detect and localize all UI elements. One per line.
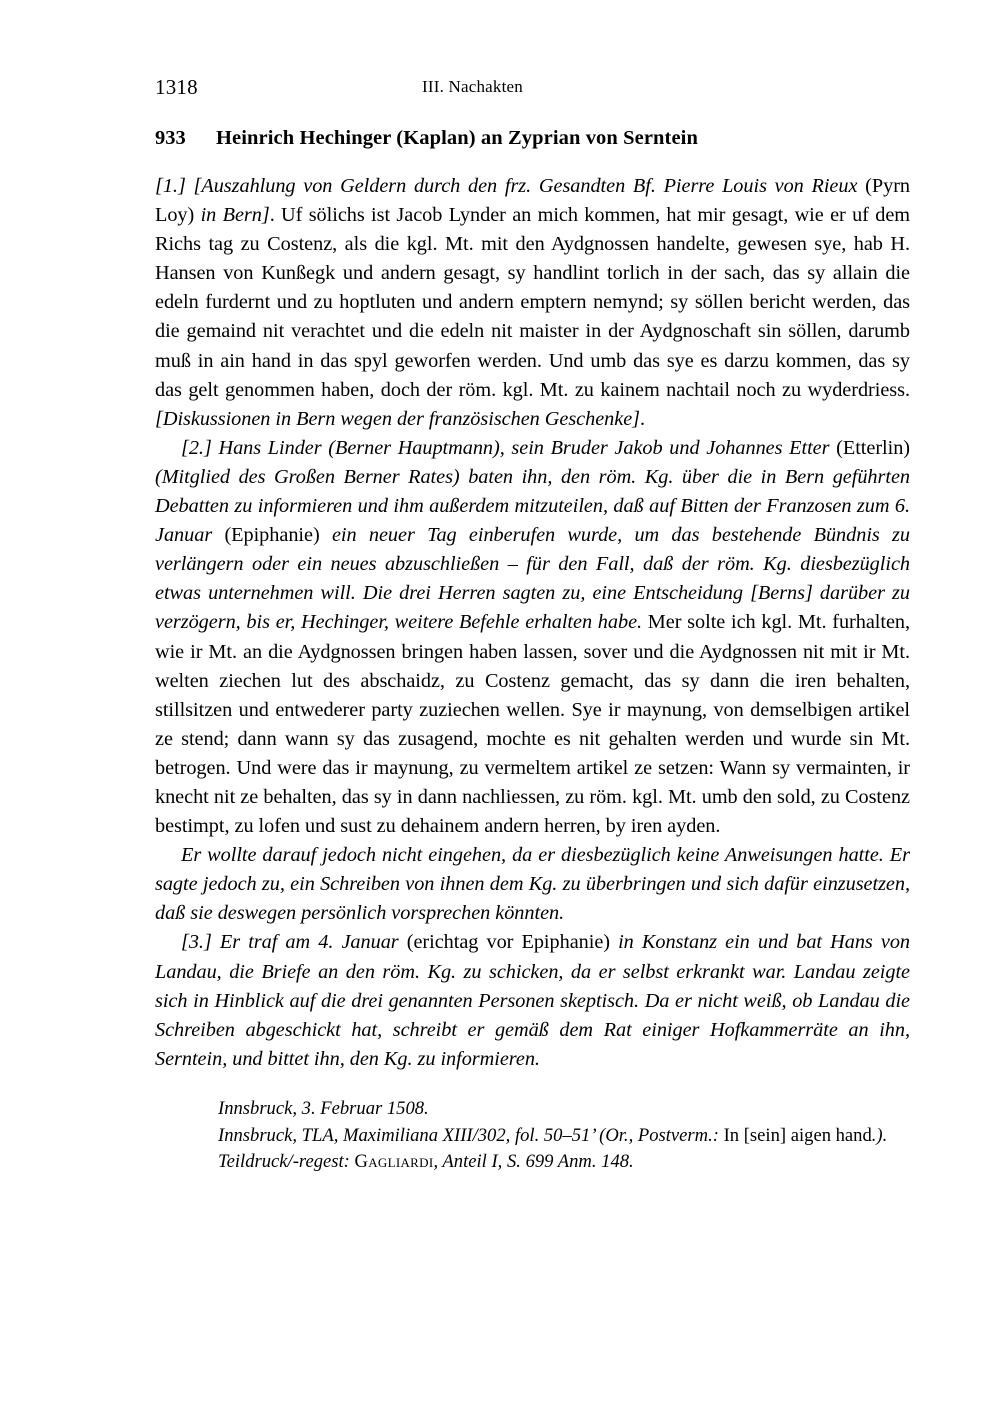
paragraph-3-text: Er wollte darauf jedoch nicht eingehen, da er diesbezüglich keine Anweisungen hatte. Er sagte jedoch zu, ein Schreiben von ihnen dem Kg. zu überbringen und sich dafür einzusetzen, daß sie deswegen persönlich vorsprechen könnten. [155,844,910,925]
apparatus-print [218,1149,910,1176]
apparatus-archive-roman: In [sein] aigen hand [718,1124,872,1146]
apparatus-print-ref: , Anteil I, S. 699 Anm. 148. [433,1151,634,1173]
paragraph-2-text-a: Mer solte ich kgl. Mt. furhalten, wie ir Mt. an die Aydgnossen bringen haben lassen, sover und die Aydgnossen nit mit ir Mt. welten ziechen lut des abschaidz, zu Costenz gemacht, das sy dann die iren behalten, stillsitzen und entwederer party zuziechen wellen. Sye ir maynung, von demselbigen artikel ze stend; dann wann sy das zusagend, mochte es nit gehalten werden und wurde sin Mt. betrogen. Und were das ir maynung, zu vermeltem artikel ze setzen: Wann sy vermainten, ir knecht nit ze behalten, das sy in dann nachliessen, zu röm. kgl. Mt. umb den sold, zu Costenz bestimpt, zu lofen und sust zu dehainem andern herren, by iren ayden. [155,611,911,838]
paragraph-2-roman-a: (Etterlin) [829,436,910,459]
page-title: Heinrich Hechinger (Kaplan) an Zyprian von Serntein [216,127,698,149]
paragraph-1-text-b: . [640,407,646,430]
paragraph-3 [155,841,910,928]
paragraph-4-marker: [3.] [181,931,212,954]
paragraph-4 [155,928,910,1073]
paragraph-1 [155,172,910,434]
apparatus-place-date [218,1096,910,1123]
apparatus-block [218,1096,910,1176]
page-content [155,72,910,1176]
document-number: 933 [155,127,186,149]
page-number: 1318 [155,75,198,99]
paragraph-4-roman-a: (erichtag vor Epiphanie) [398,931,619,954]
paragraph-2-regest-b: (Mitglied des Großen Berner Rates) baten ihn, den röm. Kg. über die in Bern geführten Debatten zu informieren und ihm außerdem mitzuteilen, daß auf Bitten der Franzosen zum 6. Januar [155,465,910,547]
running-title: III. Nachakten [422,77,523,96]
apparatus-print-label: Teildruck/-regest: [218,1151,350,1173]
document-heading [155,125,910,151]
apparatus-archive-italic-b: .). [871,1124,888,1146]
apparatus-place-date-text: Innsbruck, 3. Februar 1508. [218,1097,429,1119]
paragraph-4-regest-a: Er traf am 4. Januar [211,931,399,954]
paragraph-1-regest-c: [Diskussionen in Bern wegen der französischen Geschenke] [155,407,640,430]
paragraph-4-regest-b: in Konstanz ein und bat Hans von Landau, die Briefe an den röm. Kg. zu schicken, da er selbst erkrankt war. Landau zeigte sich in Hinblick auf die drei genannten Personen skeptisch. Da er nicht weiß, ob Landau die Schreiben abgeschickt hat, schreibt er gemäß dem Rat einiger Hofkammerräte an ihn, Serntein, und bittet ihn, den Kg. zu informieren. [155,931,911,1070]
paragraph-2 [155,434,910,841]
paragraph-1-roman-a: (Pyrn Loy) [155,175,910,227]
paragraph-1-regest-b: in Bern] [200,204,270,227]
paragraph-1-text-a: . Uf sölichs ist Jacob Lynder an mich kommen, hat mir gesagt, wie er uf dem Richs tag zu Costenz, als die kgl. Mt. mit den Aydgnossen handelte, gewesen sye, hab H. Hansen von Kunßegk und andern gesagt, sy handlint torlich in der sach, das sy allain die edeln furdernt und zu hoptluten und andern emptern nemynd; sy söllen bericht werden, das die gemaind nit verachtet und die edeln nit maister in der Aydgnoschaft sin söllen, darumb muß in ain hand in das spyl geworfen werden. Und umb das sye es darzu kommen, das sy das gelt genommen haben, doch der röm. kgl. Mt. zu kainem nachtail noch zu wyderdriess. [155,204,910,401]
paragraph-1-marker: [1.] [155,175,186,197]
document-body [155,172,910,1074]
apparatus-archive-italic-a: Innsbruck, TLA, Maximiliana XIII/302, fol. 50–51’ (Or., Postverm.: [218,1124,719,1146]
paragraph-2-regest-a: Hans Linder (Berner Hauptmann), sein Bruder Jakob und Johannes Etter [211,436,830,459]
paragraph-1-regest-a: [Auszahlung von Geldern durch den frz. Gesandten Bf. Pierre Louis von Rieux [193,175,858,197]
paragraph-2-marker: [2.] [181,436,212,459]
apparatus-print-author: Gagliardi [354,1151,434,1173]
running-head [155,72,910,102]
apparatus-archive [218,1123,910,1150]
paragraph-2-roman-b: (Epiphanie) [212,524,332,547]
paragraph-2-regest-c: ein neuer Tag einberufen wurde, um das bestehende Bündnis zu verlängern oder ein neues abzuschließen – für den Fall, daß der röm. Kg. diesbezüglich etwas unternehmen will. Die drei Herren sagten zu, eine Entscheidung [Berns] darüber zu verzögern, bis er, Hechinger, weitere Befehle erhalten habe. [155,524,910,634]
